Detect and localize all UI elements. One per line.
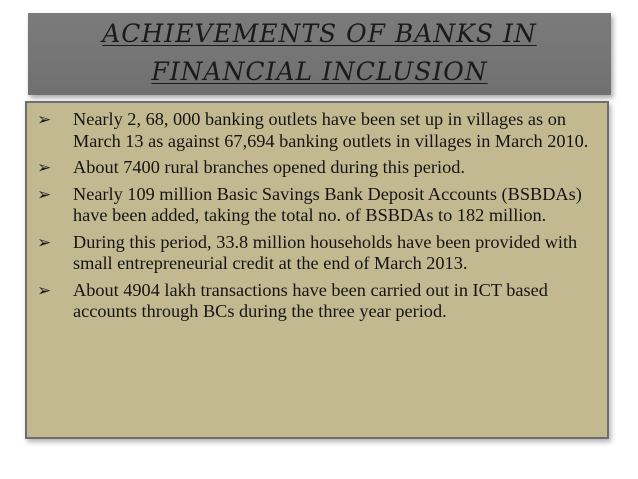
bullet-item xyxy=(37,280,601,323)
bullet-item xyxy=(37,157,601,179)
bullet-item xyxy=(37,232,601,275)
slide-title-line-1: ACHIEVEMENTS OF BANKS IN xyxy=(102,19,537,48)
arrowhead-bullet-icon: ➢ xyxy=(37,110,52,129)
arrowhead-bullet-icon: ➢ xyxy=(37,184,52,204)
content-box xyxy=(25,101,609,439)
bullet-text: About 4904 lakh transactions have been carried out in ICT based accounts through BCs during the three year period. xyxy=(73,279,548,321)
title-box xyxy=(28,13,611,95)
bullet-list xyxy=(37,109,601,323)
bullet-text: Nearly 109 million Basic Savings Bank Deposit Accounts (BSBDAs) have been added, taking the total no. of BSBDAs to 182 million. xyxy=(73,183,582,225)
arrowhead-bullet-icon: ➢ xyxy=(37,158,52,177)
bullet-item xyxy=(37,109,601,152)
arrowhead-bullet-icon: ➢ xyxy=(37,232,52,252)
bullet-text: During this period, 33.8 million households have been provided with small entrepreneurial credit at the end of March 2013. xyxy=(73,231,578,273)
arrowhead-bullet-icon: ➢ xyxy=(37,280,52,300)
bullet-text: Nearly 2, 68, 000 banking outlets have been set up in villages as on March 13 as against 67,694 banking outlets in villages in March 2010. xyxy=(73,109,589,151)
slide-title-line-2: FINANCIAL INCLUSION xyxy=(151,57,488,86)
bullet-item xyxy=(37,184,601,227)
bullet-text: About 7400 rural branches opened during this period. xyxy=(73,157,465,177)
